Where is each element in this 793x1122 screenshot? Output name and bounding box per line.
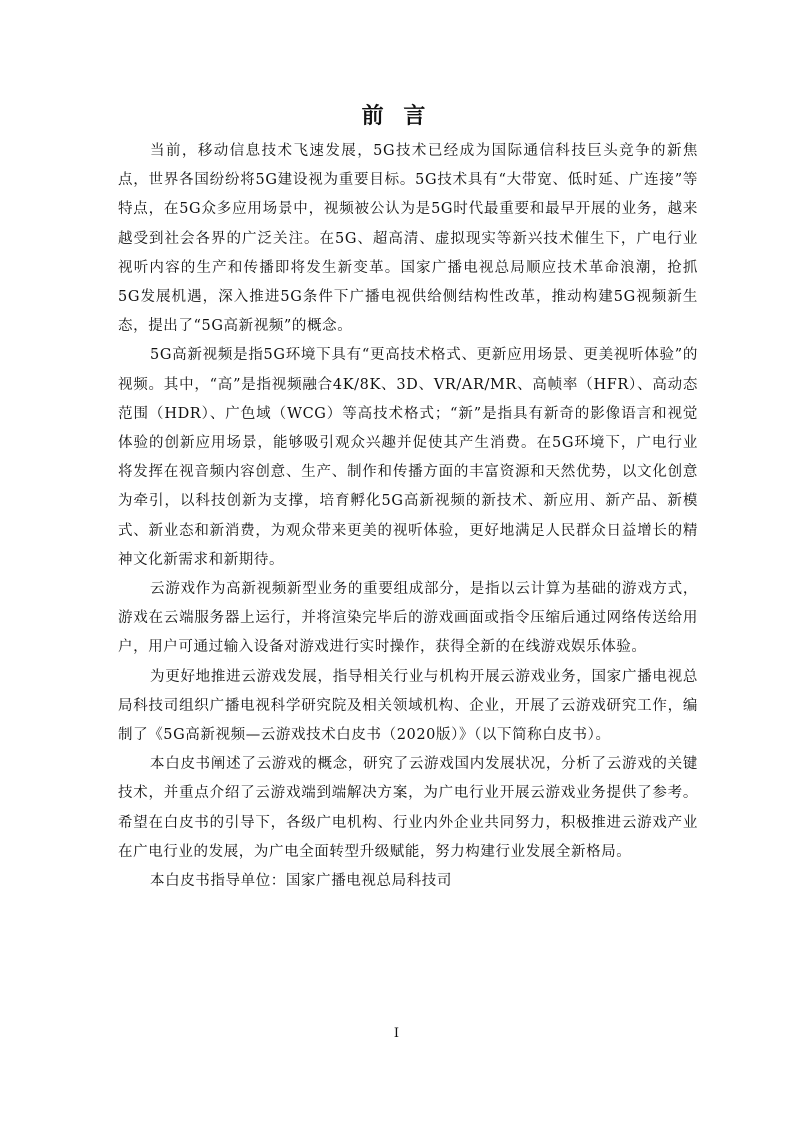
paragraph-5g-hd-video: 5G高新视频是指5G环境下具有“更高技术格式、更新应用场景、更美视听体验”的视频。其中，“高”是指视频融合4K/8K、3D、VR/AR/MR、高帧率（HFR）、高动态范围（HDR）、广色域（WCG）等高技术格式；“新”是指具有新奇的影像语言和视觉体验的创新应用场景，能够吸引观众兴趣并促使其产生消费。在5G环境下，广电行业将发挥在视音频内容创意、生产、制作和传播方面的丰富资源和天然优势，以文化创意为牵引，以科技创新为支撑，培育孵化5G高新视频的新技术、新应用、新产品、新模式、新业态和新消费，为观众带来更美的视听体验，更好地满足人民群众日益增长的精神文化新需求和新期待。 [118, 347, 698, 568]
paragraph-whitepaper-purpose: 为更好地推进云游戏发展，指导相关行业与机构开展云游戏业务，国家广播电视总局科技司组织广播电视科学研究院及相关领域机构、企业，开展了云游戏研究工作，编制了《5G高新视频—云游戏技术白皮书（2020版）》（以下简称白皮书）。 [118, 668, 698, 744]
paragraph-whitepaper-content: 本白皮书阐述了云游戏的概念，研究了云游戏国内发展状况，分析了云游戏的关键技术，并重点介绍了云游戏端到端解决方案，为广电行业开展云游戏业务提供了参考。希望在白皮书的引导下，各级广电机构、行业内外企业共同努力，积极推进云游戏产业在广电行业的发展，为广电全面转型升级赋能，努力构建行业发展全新格局。 [118, 756, 698, 860]
preface-body [118, 137, 698, 896]
page-number: I [393, 1026, 400, 1041]
paragraph-guiding-unit: 本白皮书指导单位：国家广播电视总局科技司 [150, 873, 452, 890]
paragraph-cloud-gaming: 云游戏作为高新视频新型业务的重要组成部分，是指以云计算为基础的游戏方式，游戏在云端服务器上运行，并将渲染完毕后的游戏画面或指令压缩后通过网络传送给用户，用户可通过输入设备对游戏进行实时操作，获得全新的在线游戏娱乐体验。 [118, 581, 698, 656]
page-title: 前 言 [361, 103, 432, 129]
paragraph-intro-5g: 当前，移动信息技术飞速发展，5G技术已经成为国际通信科技巨头竞争的新焦点，世界各国纷纷将5G建设视为重要目标。5G技术具有“大带宽、低时延、广连接”等特点，在5G众多应用场景中，视频被公认为是5G时代最重要和最早开展的业务，越来越受到社会各界的广泛关注。在5G、超高清、虚拟现实等新兴技术催生下，广电行业视听内容的生产和传播即将发生新变革。国家广播电视总局顺应技术革命浪潮，抢抓5G发展机遇，深入推进5G条件下广播电视供给侧结构性改革，推动构建5G视频新生态，提出了“5G高新视频”的概念。 [118, 143, 698, 335]
